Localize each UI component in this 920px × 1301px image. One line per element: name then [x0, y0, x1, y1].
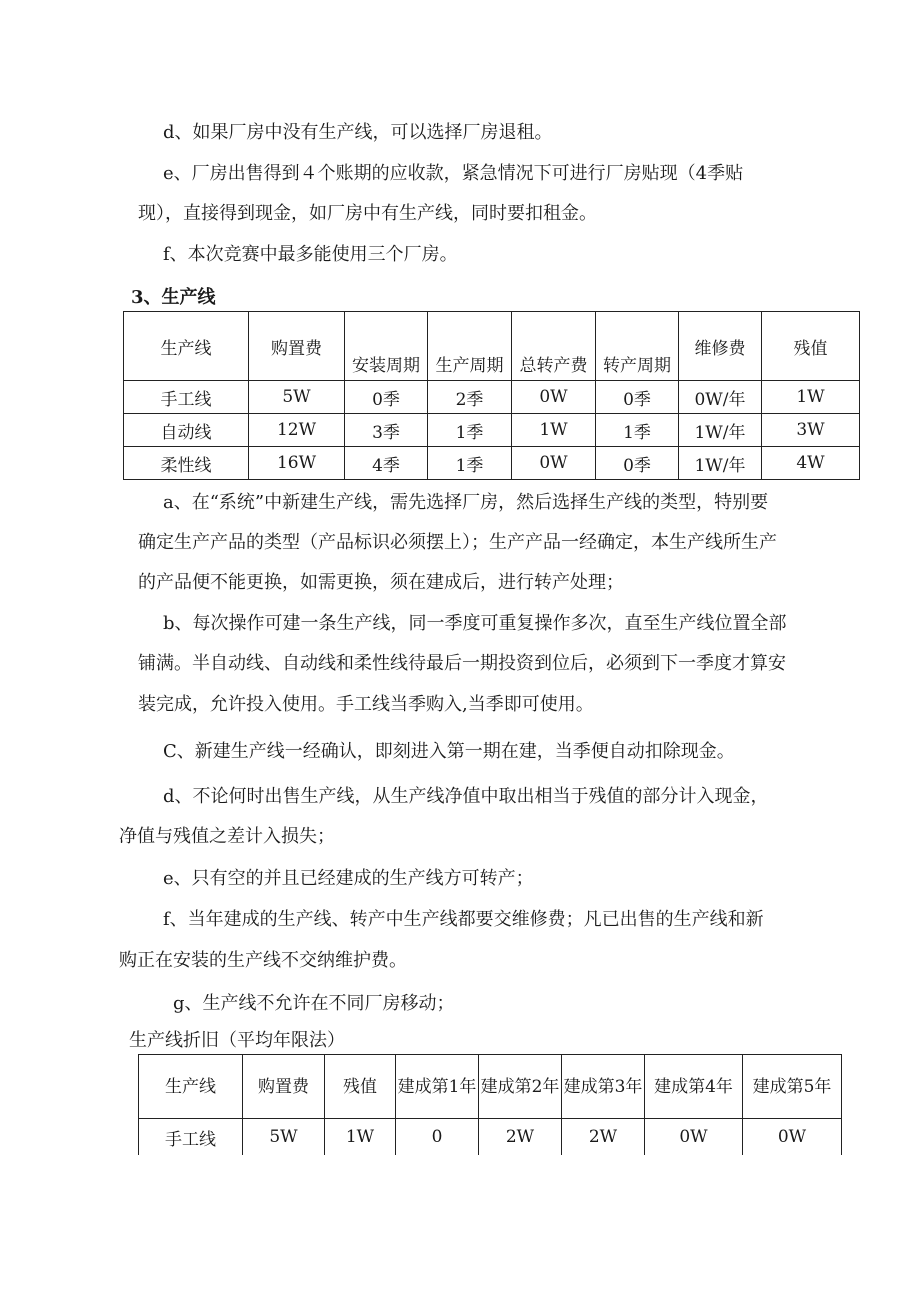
- header-cell: 残值: [762, 312, 860, 381]
- table-cell: 0W: [512, 447, 596, 480]
- paragraph-b-2: 铺满。半自动线、自动线和柔性线待最后一期投资到位后，必须到下一季度才算安: [138, 653, 786, 674]
- table-cell: 0季: [596, 447, 679, 480]
- table-cell: 5W: [243, 1119, 325, 1156]
- table-cell: 0W/年: [679, 381, 762, 414]
- paragraph-e-1: e、只有空的并且已经建成的生产线方可转产；: [163, 868, 534, 889]
- paragraph-e-sale-cont: 现），直接得到现金，如厂房中有生产线，同时要扣租金。: [138, 203, 597, 224]
- header-cell: 总转产费: [512, 312, 596, 381]
- table-cell: 3W: [762, 414, 860, 447]
- table-cell: 手工线: [124, 381, 249, 414]
- paragraph-a-3: 的产品便不能更换，如需更换，须在建成后，进行转产处理；: [138, 572, 624, 593]
- header-cell: 建成第5年: [743, 1055, 842, 1119]
- table-cell: 1季: [428, 414, 512, 447]
- table-cell: 2W: [479, 1119, 562, 1156]
- paragraph-a-2: 确定生产产品的类型（产品标识必须摆上）；生产产品一经确定，本生产线所生产: [138, 532, 777, 553]
- table-cell: 3季: [345, 414, 428, 447]
- table-cell: 1W/年: [679, 414, 762, 447]
- paragraph-g-1: g、生产线不允许在不同厂房移动；: [173, 993, 455, 1014]
- table-cell: 1W: [762, 381, 860, 414]
- table-cell: 2季: [428, 381, 512, 414]
- table-header-row: [139, 1055, 842, 1119]
- header-cell: 生产周期: [428, 312, 512, 381]
- paragraph-a-1: a、在“系统”中新建生产线，需先选择厂房，然后选择生产线的类型，特别要: [163, 492, 769, 513]
- header-cell: 建成第1年: [396, 1055, 479, 1119]
- table-cell: 手工线: [139, 1119, 243, 1156]
- table-cell: 1W: [512, 414, 596, 447]
- table-cell: 0季: [345, 381, 428, 414]
- paragraph-d-lease: d、如果厂房中没有生产线，可以选择厂房退租。: [163, 122, 553, 143]
- paragraph-e-sale: e、厂房出售得到４个账期的应收款，紧急情况下可进行厂房贴现（4季贴: [163, 163, 744, 184]
- table-cell: 0W: [512, 381, 596, 414]
- header-cell: 建成第2年: [479, 1055, 562, 1119]
- paragraph-b-1: b、每次操作可建一条生产线，同一季度可重复操作多次，直至生产线位置全部: [163, 613, 787, 634]
- table-cell: 1W/年: [679, 447, 762, 480]
- header-cell: 维修费: [679, 312, 762, 381]
- table-row: [124, 414, 860, 447]
- section-heading-production-line: 3、生产线: [131, 287, 216, 308]
- header-cell: 购置费: [249, 312, 345, 381]
- header-cell: 转产周期: [596, 312, 679, 381]
- table-cell: 0季: [596, 381, 679, 414]
- header-cell: 建成第4年: [645, 1055, 743, 1119]
- table-cell: 0W: [645, 1119, 743, 1156]
- table-cell: 4W: [762, 447, 860, 480]
- depreciation-table: [138, 1054, 842, 1155]
- paragraph-f-2: 购正在安装的生产线不交纳维护费。: [119, 950, 407, 971]
- header-cell: 生产线: [124, 312, 249, 381]
- header-cell: 建成第3年: [562, 1055, 645, 1119]
- paragraph-f-max-plants: f、本次竞赛中最多能使用三个厂房。: [163, 244, 458, 265]
- header-cell: 安装周期: [345, 312, 428, 381]
- table-cell: 1季: [596, 414, 679, 447]
- paragraph-d-1: d、不论何时出售生产线，从生产线净值中取出相当于残值的部分计入现金，: [163, 786, 769, 807]
- header-cell: 购置费: [243, 1055, 325, 1119]
- table-cell: 12W: [249, 414, 345, 447]
- table-cell: 4季: [345, 447, 428, 480]
- table-cell: 2W: [562, 1119, 645, 1156]
- table-cell: 5W: [249, 381, 345, 414]
- table-cell: 自动线: [124, 414, 249, 447]
- table-cell: 1W: [325, 1119, 396, 1156]
- table-cell: 柔性线: [124, 447, 249, 480]
- table-row: [139, 1119, 842, 1156]
- paragraph-d-2: 净值与残值之差计入损失；: [119, 826, 335, 847]
- table-cell: 0W: [743, 1119, 842, 1156]
- header-cell: 生产线: [139, 1055, 243, 1119]
- paragraph-c-1: C、新建生产线一经确认，即刻进入第一期在建，当季便自动扣除现金。: [163, 741, 735, 762]
- paragraph-b-3: 装完成，允许投入使用。手工线当季购入,当季即可使用。: [138, 694, 594, 715]
- header-cell: 残值: [325, 1055, 396, 1119]
- table-cell: 1季: [428, 447, 512, 480]
- table-cell: 16W: [249, 447, 345, 480]
- production-line-table: [123, 311, 860, 480]
- table-cell: 0: [396, 1119, 479, 1156]
- table-header-row: [124, 312, 860, 381]
- depreciation-title: 生产线折旧（平均年限法）: [129, 1030, 345, 1051]
- table-row: [124, 447, 860, 480]
- paragraph-f-1: f、当年建成的生产线、转产中生产线都要交维修费；凡已出售的生产线和新: [163, 909, 764, 930]
- table-row: [124, 381, 860, 414]
